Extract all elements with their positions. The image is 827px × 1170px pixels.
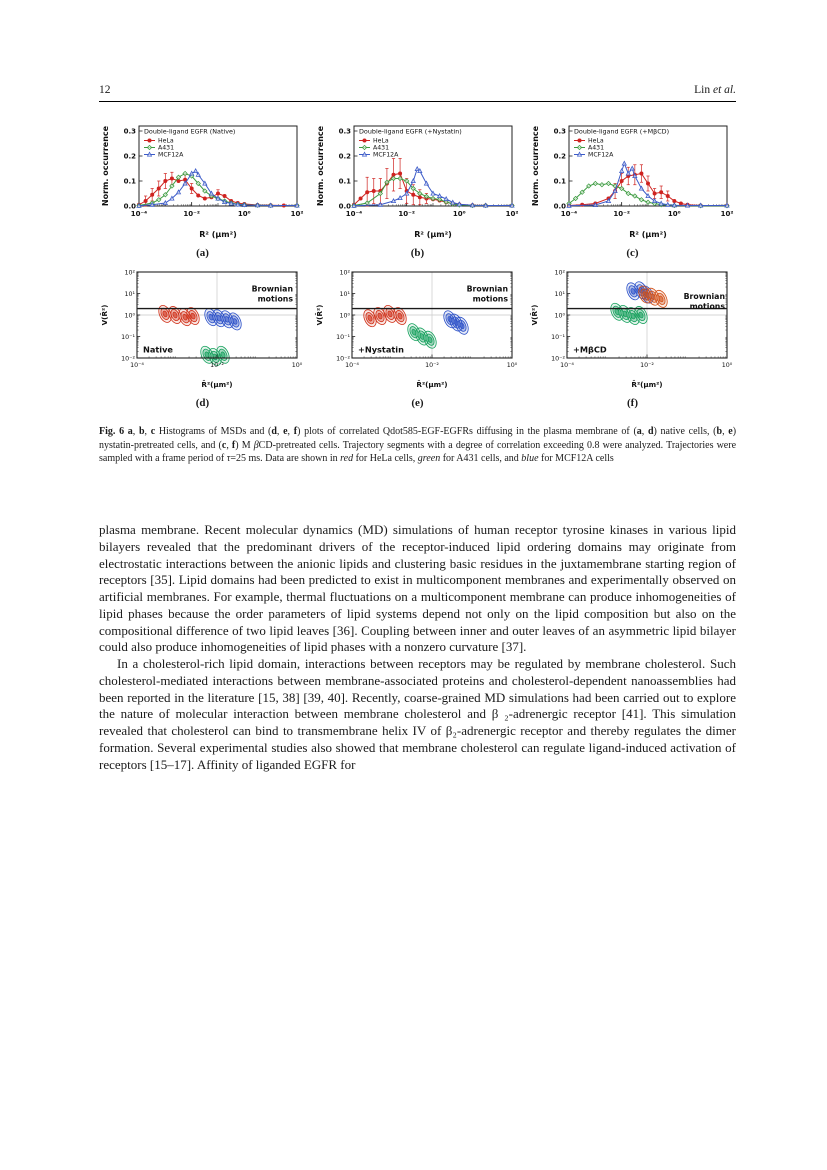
svg-text:10⁰: 10⁰ bbox=[237, 210, 251, 218]
caption-segment: β bbox=[253, 439, 259, 451]
svg-text:10¹: 10¹ bbox=[339, 290, 350, 298]
caption-segment: red bbox=[340, 453, 354, 465]
panel-label-a: (a) bbox=[196, 247, 209, 259]
svg-text:Double-ligand EGFR (Native): Double-ligand EGFR (Native) bbox=[144, 127, 236, 136]
svg-text:0.3: 0.3 bbox=[553, 127, 566, 136]
svg-text:Native: Native bbox=[143, 344, 173, 355]
svg-text:0.3: 0.3 bbox=[338, 127, 351, 136]
caption-segment: a bbox=[127, 426, 133, 437]
svg-text:R² (μm²): R² (μm²) bbox=[199, 230, 237, 239]
svg-text:10⁻²: 10⁻² bbox=[210, 362, 224, 369]
caption-segment: blue bbox=[521, 453, 539, 465]
svg-text:10⁻²: 10⁻² bbox=[336, 355, 350, 363]
caption-segment: b bbox=[716, 426, 723, 437]
panel-labels-def bbox=[99, 390, 736, 416]
svg-text:10²: 10² bbox=[505, 210, 519, 218]
caption-segment: c bbox=[221, 439, 227, 451]
running-title: Lin et al. bbox=[694, 84, 736, 96]
svg-text:motions: motions bbox=[689, 301, 725, 311]
svg-text:10⁻²: 10⁻² bbox=[640, 362, 654, 369]
caption-segment: ) M bbox=[235, 439, 254, 451]
msd-histogram-nystatin bbox=[314, 116, 521, 240]
caption-segment: , bbox=[276, 426, 284, 437]
svg-text:0.0: 0.0 bbox=[553, 202, 566, 211]
svg-text:Norm. occurrence: Norm. occurrence bbox=[316, 125, 325, 207]
caption-segment: Histograms of MSDs and ( bbox=[155, 426, 272, 437]
figure-panel-c bbox=[529, 116, 736, 240]
svg-text:0.2: 0.2 bbox=[553, 152, 566, 161]
caption-segment: CD-pretreated cells. Trajectory segments with a degree of correlation exceeding 0.8 were analyzed. Trajectories were sampled with a frame period of bbox=[99, 439, 737, 465]
svg-text:10⁰: 10⁰ bbox=[667, 210, 681, 218]
panel-label-d: (d) bbox=[195, 397, 210, 409]
svg-text:HeLa: HeLa bbox=[158, 137, 174, 145]
caption-segment: f bbox=[293, 426, 298, 437]
caption-segment: for MCF12A cells bbox=[538, 453, 614, 465]
svg-text:10²: 10² bbox=[339, 269, 350, 277]
panel-label-c: (c) bbox=[626, 247, 639, 259]
svg-text:10⁻²: 10⁻² bbox=[398, 210, 415, 218]
svg-text:MCF12A: MCF12A bbox=[158, 151, 184, 159]
svg-text:10⁰: 10⁰ bbox=[506, 362, 518, 369]
article-body bbox=[99, 522, 736, 773]
svg-text:+Nystatin: +Nystatin bbox=[358, 344, 404, 355]
svg-text:10¹: 10¹ bbox=[554, 290, 565, 298]
msd-histogram-mbcd bbox=[529, 116, 736, 240]
panel-label-f: (f) bbox=[627, 397, 638, 409]
svg-text:A431: A431 bbox=[373, 144, 390, 152]
svg-text:R̄²(μm²): R̄²(μm²) bbox=[631, 380, 663, 389]
svg-text:Norm. occurrence: Norm. occurrence bbox=[531, 125, 540, 207]
svg-text:V(R̄²): V(R̄²) bbox=[100, 304, 109, 326]
caption-segment: ) plots of correlated Qdot585-EGF-EGFRs diffusing in the plasma membrane of ( bbox=[297, 426, 637, 437]
svg-text:10⁻⁴: 10⁻⁴ bbox=[130, 362, 144, 369]
caption-segment: , bbox=[226, 439, 232, 451]
svg-text:10⁰: 10⁰ bbox=[339, 312, 350, 320]
svg-text:10²: 10² bbox=[290, 210, 304, 218]
page-header bbox=[99, 84, 736, 102]
svg-text:HeLa: HeLa bbox=[588, 137, 604, 145]
caption-segment: c bbox=[150, 426, 156, 437]
svg-text:10⁰: 10⁰ bbox=[452, 210, 466, 218]
svg-text:A431: A431 bbox=[158, 144, 175, 152]
caption-segment: f bbox=[231, 439, 236, 451]
svg-text:0.2: 0.2 bbox=[123, 152, 136, 161]
svg-text:10⁻¹: 10⁻¹ bbox=[551, 333, 565, 341]
svg-text:HeLa: HeLa bbox=[373, 137, 389, 145]
svg-text:Norm. occurrence: Norm. occurrence bbox=[101, 125, 110, 207]
svg-text:V(R̄²): V(R̄²) bbox=[315, 304, 324, 326]
svg-text:Brownian: Brownian bbox=[466, 284, 508, 294]
caption-segment: e bbox=[283, 426, 288, 437]
figure-caption bbox=[99, 425, 736, 466]
contour-plot-mbcd bbox=[529, 266, 736, 390]
caption-segment: Fig. 6 bbox=[99, 426, 125, 437]
caption-segment: a bbox=[636, 426, 642, 437]
svg-text:0.1: 0.1 bbox=[553, 177, 566, 186]
svg-text:Brownian: Brownian bbox=[251, 284, 293, 294]
caption-segment: τ bbox=[226, 453, 231, 465]
svg-text:10⁰: 10⁰ bbox=[721, 362, 733, 369]
figure-panel-e bbox=[314, 266, 521, 390]
panel-labels-abc bbox=[99, 240, 736, 266]
contour-row bbox=[99, 266, 736, 390]
svg-text:motions: motions bbox=[472, 294, 508, 304]
svg-text:10⁰: 10⁰ bbox=[124, 312, 135, 320]
svg-text:10²: 10² bbox=[124, 269, 135, 277]
contour-plot-native bbox=[99, 266, 306, 390]
caption-segment: , bbox=[144, 426, 151, 437]
contour-plot-nystatin bbox=[314, 266, 521, 390]
svg-text:0.3: 0.3 bbox=[123, 127, 136, 136]
caption-segment: , bbox=[641, 426, 648, 437]
svg-text:10²: 10² bbox=[554, 269, 565, 277]
svg-text:MCF12A: MCF12A bbox=[373, 151, 399, 159]
figure-panel-b bbox=[314, 116, 521, 240]
svg-text:10⁻²: 10⁻² bbox=[613, 210, 630, 218]
svg-text:0.1: 0.1 bbox=[123, 177, 136, 186]
svg-text:V(R̄²): V(R̄²) bbox=[530, 304, 539, 326]
caption-segment: d bbox=[271, 426, 277, 437]
svg-text:10⁻⁴: 10⁻⁴ bbox=[130, 210, 148, 218]
svg-text:A431: A431 bbox=[588, 144, 605, 152]
caption-segment: ) native cells, ( bbox=[653, 426, 717, 437]
svg-text:10⁻²: 10⁻² bbox=[121, 355, 135, 363]
svg-text:Brownian: Brownian bbox=[683, 291, 725, 301]
svg-text:MCF12A: MCF12A bbox=[588, 151, 614, 159]
svg-text:10⁻⁴: 10⁻⁴ bbox=[345, 210, 363, 218]
svg-text:motions: motions bbox=[257, 294, 293, 304]
svg-text:10⁻²: 10⁻² bbox=[551, 355, 565, 363]
svg-text:0.1: 0.1 bbox=[338, 177, 351, 186]
caption-segment: d bbox=[647, 426, 654, 437]
histogram-row bbox=[99, 116, 736, 240]
svg-text:10⁻¹: 10⁻¹ bbox=[121, 333, 135, 341]
svg-text:10⁻¹: 10⁻¹ bbox=[336, 333, 350, 341]
caption-segment: ) nystatin-pretreated cells, and ( bbox=[99, 426, 737, 451]
figure-6 bbox=[99, 116, 736, 476]
caption-segment: , bbox=[287, 426, 294, 437]
panel-label-b: (b) bbox=[410, 247, 425, 259]
msd-histogram-native bbox=[99, 116, 306, 240]
figure-panel-a bbox=[99, 116, 306, 240]
svg-text:R̄²(μm²): R̄²(μm²) bbox=[416, 380, 448, 389]
svg-text:Double-ligand EGFR (+MβCD): Double-ligand EGFR (+MβCD) bbox=[574, 127, 670, 136]
svg-text:10⁰: 10⁰ bbox=[291, 362, 303, 369]
svg-text:10⁻⁴: 10⁻⁴ bbox=[560, 362, 574, 369]
svg-text:10⁻⁴: 10⁻⁴ bbox=[345, 362, 359, 369]
caption-segment: green bbox=[417, 453, 441, 465]
caption-segment: =25 ms. Data are shown in bbox=[230, 453, 341, 465]
svg-text:10⁻⁴: 10⁻⁴ bbox=[560, 210, 578, 218]
svg-text:R² (μm²): R² (μm²) bbox=[629, 230, 667, 239]
caption-segment: , bbox=[722, 426, 729, 437]
svg-text:10⁻²: 10⁻² bbox=[183, 210, 200, 218]
svg-text:0.0: 0.0 bbox=[123, 202, 136, 211]
svg-text:Double-ligand EGFR (+Nystatin): Double-ligand EGFR (+Nystatin) bbox=[359, 127, 462, 136]
caption-segment: , bbox=[132, 426, 139, 437]
svg-text:10⁻²: 10⁻² bbox=[425, 362, 439, 369]
svg-text:10²: 10² bbox=[720, 210, 734, 218]
figure-panel-f bbox=[529, 266, 736, 390]
svg-text:R² (μm²): R² (μm²) bbox=[414, 230, 452, 239]
paragraph: plasma membrane. Recent molecular dynamics (MD) simulations of human receptor tyrosine kinases in various lipid bilayers revealed that the predominant drivers of the receptor-induced lipid ordering domains may originate from electrostatic interactions between the anionic lipids and clustering basic residues in the juxtamembrane starting region of receptors [35]. Lipid domains had been predicted to exist in multicomponent membranes and experimentally observed on artificial membranes. For example, thermal fluctuations on a multicomponent membrane can produce inhomogeneities of lipid phases because the order parameters of lipid systems depend not only on the lipid composition but also on the compositional difference of two lipid leaves [36]. Coupling between inner and outer leaves of an asymmetric lipid bilayer could also produce inhomogeneities of lipid phases with a nonzero curvature [37]. bbox=[99, 522, 736, 655]
paragraph: In a cholesterol-rich lipid domain, interactions between receptors may be regulated by membrane cholesterol. Such cholesterol-mediated interactions between membrane-associated proteins and cholesterol-dependent nanoassemblies had been reported in the literature [15, 38] [39, 40]. Recently, coarse-grained MD simulations had been carried out to explore the nature of molecular interaction between membrane cholesterol and β ₂-adrenergic receptor [41]. This simulation revealed that cholesterol can bind to transmembrane helix IV of β₂-adrenergic receptor and thereby regulates the dimer formation. Several experimental studies also showed that membrane cholesterol can regulate ligand-induced activation of receptors [15–17]. Affinity of liganded EGFR for bbox=[99, 656, 736, 772]
caption-segment: for A431 cells, and bbox=[440, 453, 522, 465]
svg-text:10¹: 10¹ bbox=[124, 290, 135, 298]
svg-text:+MβCD: +MβCD bbox=[573, 344, 607, 355]
svg-text:0.2: 0.2 bbox=[338, 152, 351, 161]
svg-text:10⁰: 10⁰ bbox=[554, 312, 565, 320]
panel-label-e: (e) bbox=[411, 397, 424, 409]
caption-segment: e bbox=[728, 426, 733, 437]
page-number: 12 bbox=[99, 84, 111, 96]
caption-segment: b bbox=[138, 426, 145, 437]
caption-segment: for HeLa cells, bbox=[353, 453, 418, 465]
svg-text:R̄²(μm²): R̄²(μm²) bbox=[201, 380, 233, 389]
figure-panel-d bbox=[99, 266, 306, 390]
svg-text:0.0: 0.0 bbox=[338, 202, 351, 211]
